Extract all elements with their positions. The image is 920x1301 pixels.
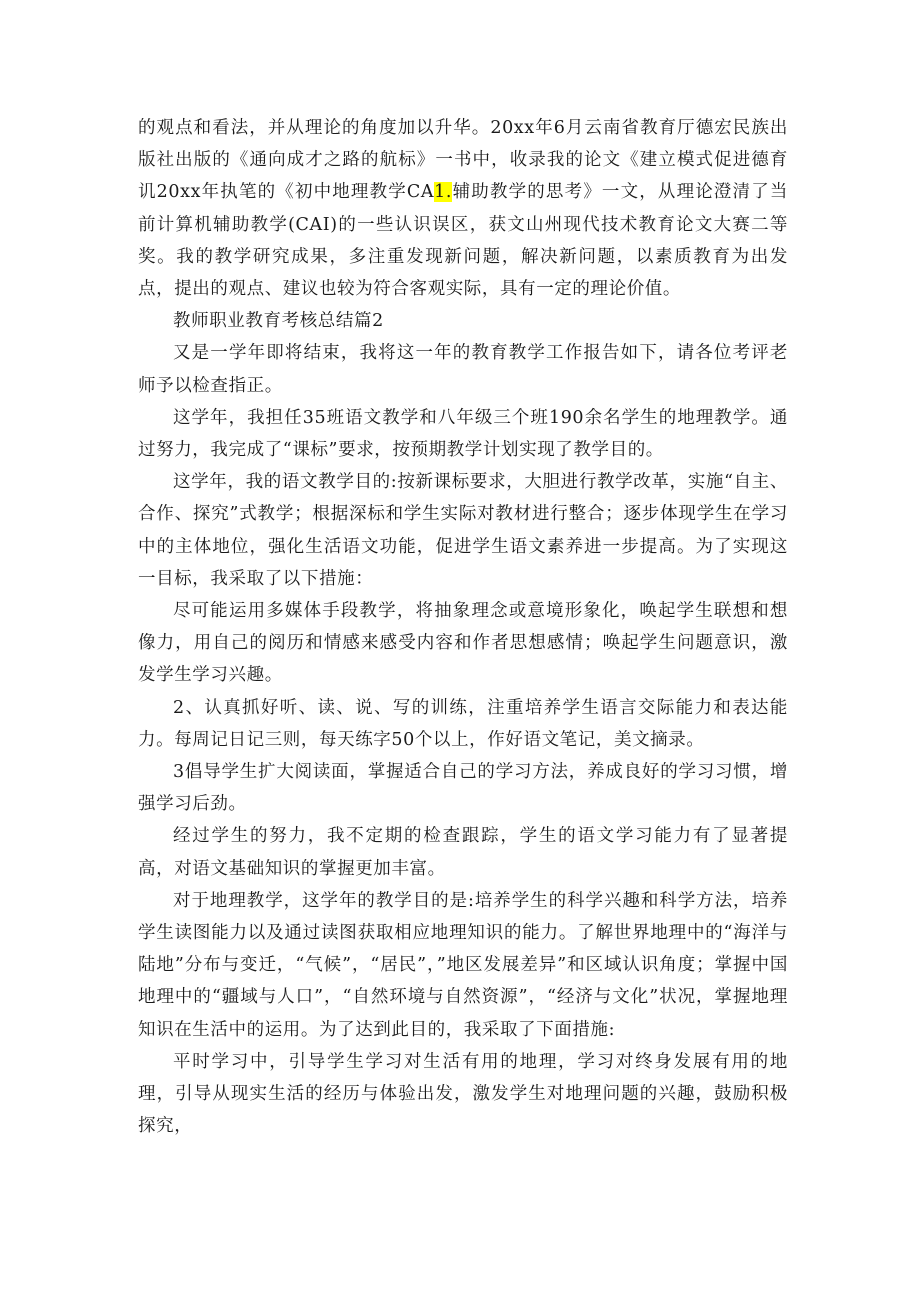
- document-body: [138, 112, 788, 1143]
- paragraph: 这学年，我的语文教学目的:按新课标要求，大胆进行教学改革，实施“自主、合作、探究”式教学；根据深标和学生实际对教材进行整合；逐步体现学生在学习中的主体地位，强化生活语文功能，促进学生语文素养进一步提高。为了实现这一目标，我采取了以下措施：: [138, 472, 788, 589]
- paragraph-continued: [138, 112, 788, 305]
- paragraph: 3倡导学生扩大阅读面，掌握适合自己的学习方法，养成良好的学习习惯，增强学习后劲。: [138, 762, 788, 815]
- paragraph-text: 辅助教学的思考》一文，从理论澄清了当前计算机辅助教学(CAI)的一些认识误区，获文山州现代技术教育论文大赛二等奖。我的教学研究成果，多注重发现新问题，解决新问题，以素质教育为出发点，提出的观点、建议也较为符合客观实际，具有一定的理论价值。: [138, 182, 788, 300]
- paragraph: 平时学习中，引导学生学习对生活有用的地理，学习对终身发展有用的地理，引导从现实生活的经历与体验出发，激发学生对地理问题的兴趣，鼓励积极探究，: [138, 1051, 788, 1137]
- paragraph-text: 的观点和看法，并从理论的角度加以升华。20xx年6月云南省教育厅德宏民族出版社出版的《通向成才之路的航标》一书中，收录我的论文《建立模式促进德育讥20xx年执笔的《初中地理教学CA: [138, 118, 788, 203]
- paragraph: 这学年，我担任35班语文教学和八年级三个班190余名学生的地理教学。通过努力，我完成了“课标”要求，按预期教学计划实现了教学目的。: [138, 407, 788, 461]
- highlighted-text: 1.: [434, 182, 453, 203]
- paragraph: 尽可能运用多媒体手段教学，将抽象理念或意境形象化，唤起学生联想和想像力，用自己的阅历和情感来感受内容和作者思想感情；唤起学生问题意识，激发学生学习兴趣。: [138, 601, 788, 686]
- paragraph: 经过学生的努力，我不定期的检查跟踪，学生的语文学习能力有了显著提高，对语文基础知识的掌握更加丰富。: [138, 826, 788, 879]
- section-heading: 教师职业教育考核总结篇2: [173, 311, 384, 332]
- paragraph: 又是一学年即将结束，我将这一年的教育教学工作报告如下，请各位考评老师予以检查指正。: [138, 343, 788, 396]
- paragraph: 2、认真抓好听、读、说、写的训练，注重培养学生语言交际能力和表达能力。每周记日记三则，每天练字50个以上，作好语文笔记，美文摘录。: [138, 697, 788, 750]
- paragraph: 对于地理教学，这学年的教学目的是:培养学生的科学兴趣和科学方法，培养学生读图能力以及通过读图获取相应地理知识的能力。了解世界地理中的“海洋与陆地”分布与变迁，“气候”，“居民”，”地区发展差异”和区域认识角度；掌握中国地理中的“疆域与人口”，“自然环境与自然资源”，“经济与文化”状况，掌握地理知识在生活中的运用。为了达到此目的，我采取了下面措施:: [138, 890, 788, 1040]
